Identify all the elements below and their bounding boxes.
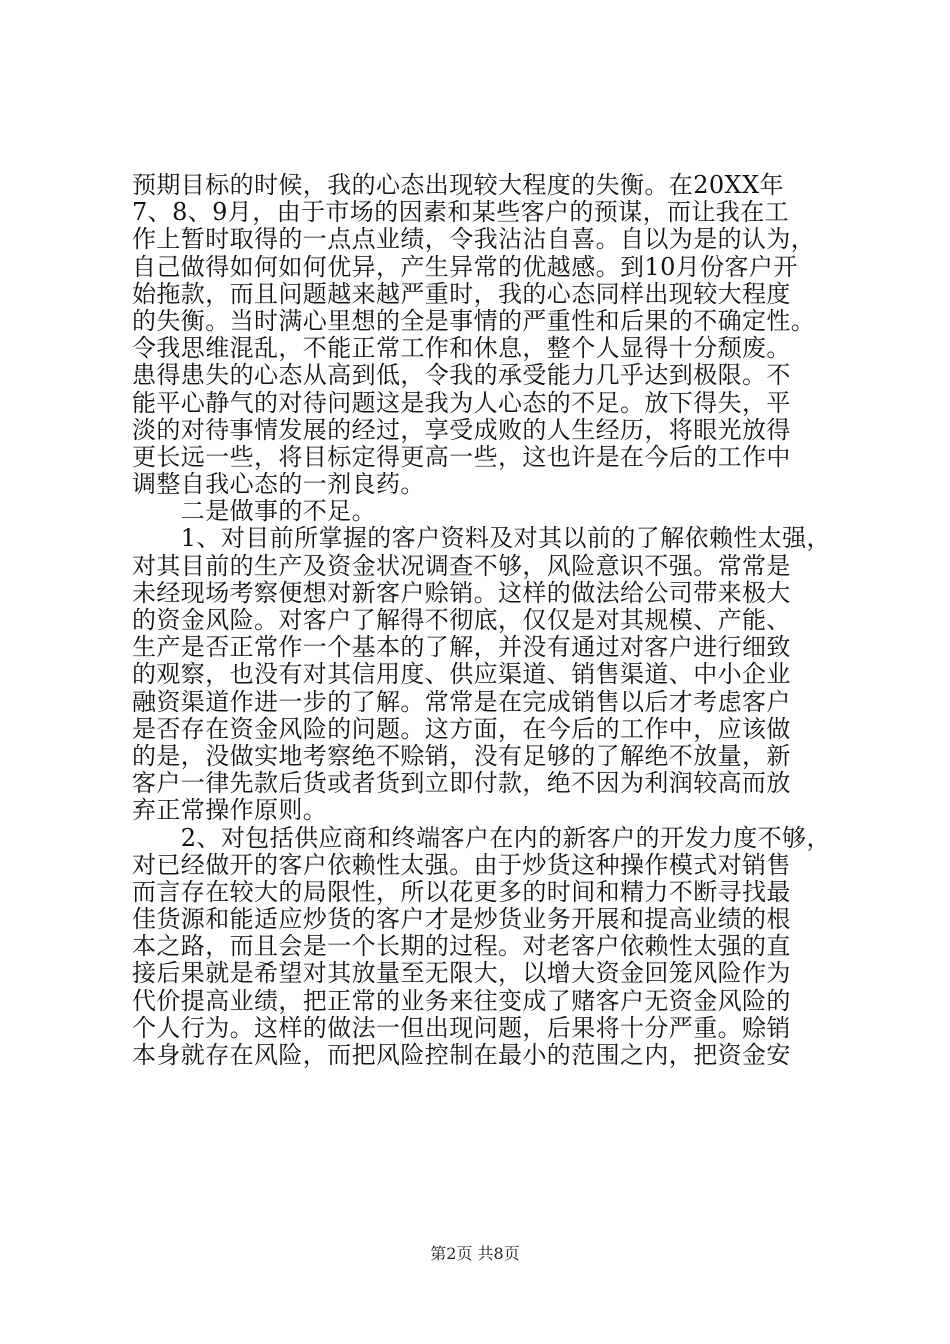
text-line: 更长远一些，将目标定得更高一些，这也许是在今后的工作中 — [132, 442, 791, 471]
text-line: 本身就存在风险，而把风险控制在最小的范围之内，把资金安 — [132, 1041, 791, 1069]
text-line: 1、对目前所掌握的客户资料及对其以前的了解依赖性太强， — [132, 524, 831, 553]
text-line: 的资金风险。对客户了解得不彻底，仅仅是对其规模、产能、 — [132, 606, 791, 634]
text-line: 预期目标的时候，我的心态出现较大程度的失衡。在20XX年 — [132, 171, 784, 199]
text-line: 而言存在较大的局限性，所以花更多的时间和精力不断寻找最 — [132, 877, 791, 906]
text-line: 7、8、9月，由于市场的因素和某些客户的预谋，而让我在工 — [132, 198, 790, 227]
text-line: 未经现场考察便想对新客户赊销。这样的做法给公司带来极大 — [132, 578, 791, 607]
text-line: 融资渠道作进一步的了解。常常是在完成销售以后才考虑客户 — [132, 687, 791, 716]
text-line: 自己做得如何如何优异，产生异常的优越感。到10月份客户开 — [132, 252, 798, 281]
text-line: 的是，没做实地考察绝不赊销，没有足够的了解绝不放量，新 — [132, 741, 791, 770]
text-line: 二是做事的不足。 — [132, 497, 376, 526]
text-line: 患得患失的心态从高到低，令我的承受能力几乎达到极限。不 — [132, 361, 791, 390]
text-line: 能平心静气的对待问题这是我为人心态的不足。放下得失，平 — [132, 388, 791, 417]
text-line: 对已经做开的客户依赖性太强。由于炒货这种操作模式对销售 — [132, 850, 791, 879]
document-body — [132, 172, 844, 1069]
text-line: 生产是否正常作一个基本的了解，并没有通过对客户进行细致 — [132, 633, 791, 662]
text-line: 是否存在资金风险的问题。这方面，在今后的工作中，应该做 — [132, 714, 791, 743]
text-line: 的失衡。当时满心里想的全是事情的严重性和后果的不确定性。 — [132, 306, 816, 335]
text-line: 的观察，也没有对其信用度、供应渠道、销售渠道、中小企业 — [132, 660, 791, 689]
text-line: 淡的对待事情发展的经过，享受成败的人生经历，将眼光放得 — [132, 415, 791, 444]
text-line: 佳货源和能适应炒货的客户才是炒货业务开展和提高业绩的根 — [132, 905, 791, 934]
text-line: 客户一律先款后货或者货到立即付款，绝不因为利润较高而放 — [132, 769, 791, 798]
text-line: 对其目前的生产及资金状况调查不够，风险意识不强。常常是 — [132, 551, 791, 580]
text-line: 本之路，而且会是一个长期的过程。对老客户依赖性太强的直 — [132, 932, 791, 961]
text-line: 令我思维混乱，不能正常工作和休息，整个人显得十分颓废。 — [132, 334, 791, 363]
text-line: 始拖款，而且问题越来越严重时，我的心态同样出现较大程度 — [132, 279, 791, 308]
text-line: 弃正常操作原则。 — [132, 796, 328, 825]
text-line: 接后果就是希望对其放量至无限大，以增大资金回笼风险作为 — [132, 959, 791, 988]
text-line: 2、对包括供应商和终端客户在内的新客户的开发力度不够， — [132, 823, 831, 852]
text-line: 作上暂时取得的一点点业绩，令我沾沾自喜。自以为是的认为， — [132, 225, 816, 254]
text-line: 个人行为。这样的做法一但出现问题，后果将十分严重。赊销 — [132, 1013, 791, 1042]
page-footer: 第2页 共8页 — [430, 1244, 520, 1263]
text-line: 调整自我心态的一剂良药。 — [132, 470, 425, 499]
text-line: 代价提高业绩，把正常的业务来往变成了赌客户无资金风险的 — [132, 986, 791, 1015]
